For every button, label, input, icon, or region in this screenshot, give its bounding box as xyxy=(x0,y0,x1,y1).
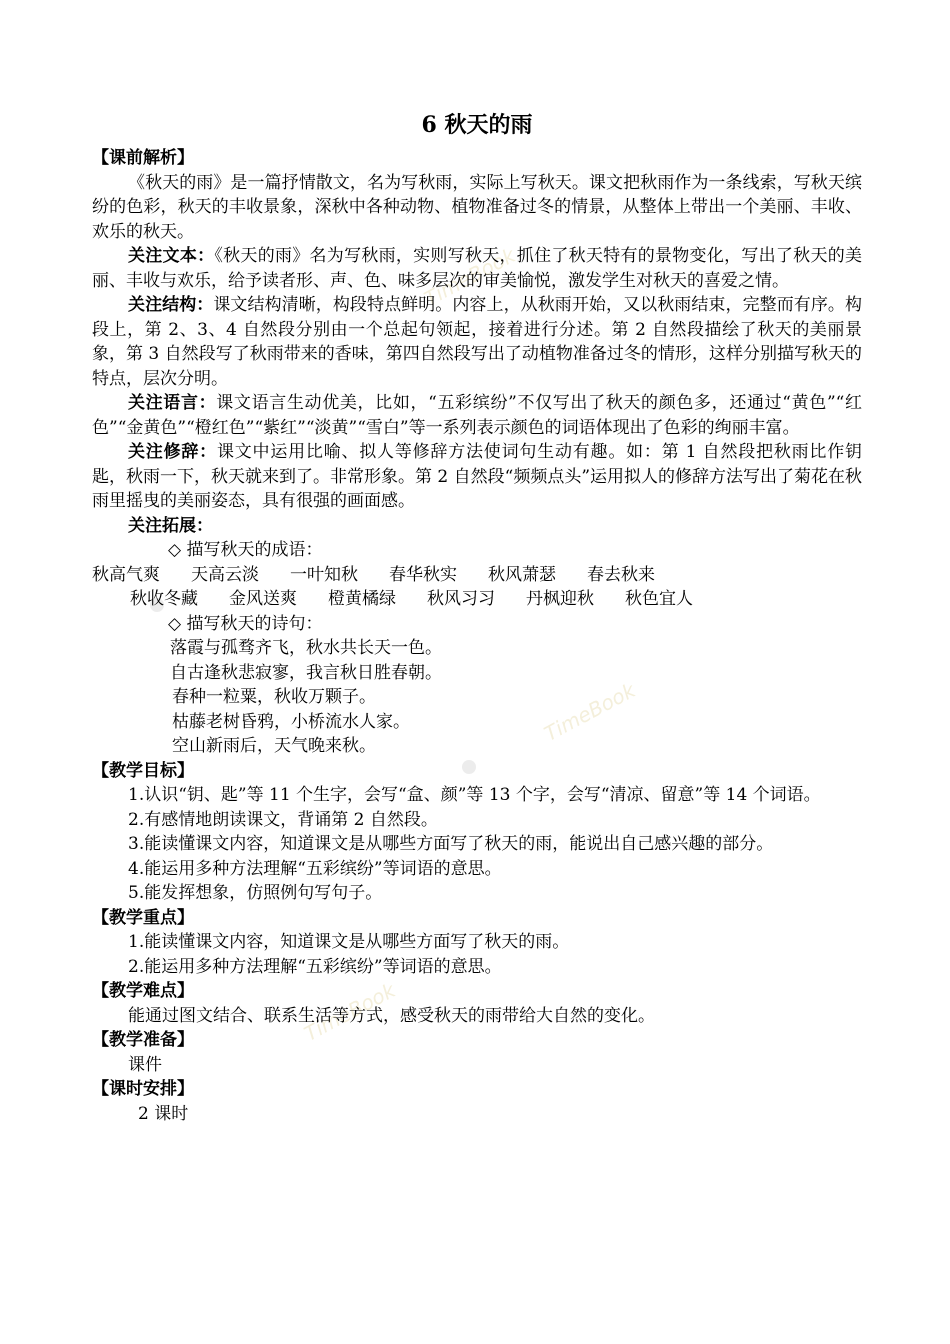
focus-extension-label: 关注拓展： xyxy=(128,515,213,536)
focus-language-paragraph xyxy=(92,391,862,440)
idiom-item: 橙黄橘绿 xyxy=(328,589,396,609)
idiom-item: 天高云淡 xyxy=(191,564,259,585)
poem-line: 枯藤老树昏鸦，小桥流水人家。 xyxy=(172,711,410,732)
idiom-item: 一叶知秋 xyxy=(290,564,358,585)
idioms-row-2 xyxy=(92,587,862,612)
document-page xyxy=(92,108,862,1126)
goal-item: 2.有感情地朗读课文，背诵第 2 自然段。 xyxy=(128,809,438,830)
focus-structure-paragraph xyxy=(92,293,862,391)
difficulties-text: 能通过图文结合、联系生活等方式，感受秋天的雨带给大自然的变化。 xyxy=(128,1005,655,1026)
section-heading-goals: 【教学目标】 xyxy=(92,760,194,781)
idiom-item: 秋风萧瑟 xyxy=(488,564,556,585)
section-heading-schedule: 【课时安排】 xyxy=(92,1079,194,1099)
section-heading-difficulties: 【教学难点】 xyxy=(92,981,194,1001)
poems-title: ◇ 描写秋天的诗句： xyxy=(168,613,323,634)
poem-line: 春种一粒粟，秋收万颗子。 xyxy=(172,687,376,707)
section-heading-preparation: 【教学准备】 xyxy=(92,1030,194,1050)
goal-item: 4.能运用多种方法理解“五彩缤纷”等词语的意思。 xyxy=(128,858,502,879)
focus-rhetoric-body: 课文中运用比喻、拟人等修辞方法使词句生动有趣。如：第 1 自然段把秋雨比作钥匙，秋雨一下，秋天就来到了。非常形象。第 2 自然段“频频点头”运用拟人的修辞方法写出了菊花在秋雨里摇曳的美丽姿态，具有很强的画面感。 xyxy=(92,442,863,511)
focus-rhetoric-paragraph xyxy=(92,440,862,514)
focus-rhetoric-label: 关注修辞： xyxy=(128,442,217,462)
idiom-item: 秋风习习 xyxy=(427,589,495,609)
preparation-text: 课件 xyxy=(128,1054,162,1075)
focus-structure-label: 关注结构： xyxy=(128,295,214,315)
focus-extension-paragraph xyxy=(92,514,862,539)
section-heading-pre-analysis: 【课前解析】 xyxy=(92,148,194,168)
goal-item: 1.认识“钥、匙”等 11 个生字，会写“盒、颜”等 13 个字，会写“清凉、留意”等 14 个词语。 xyxy=(128,785,821,805)
idiom-item: 秋高气爽 xyxy=(92,564,160,585)
focus-language-label: 关注语言： xyxy=(128,393,217,413)
section-heading-key-points: 【教学重点】 xyxy=(92,907,194,928)
idiom-item: 春去秋来 xyxy=(587,564,655,585)
watermark-text: TimeBook xyxy=(540,678,640,746)
idiom-item: 春华秋实 xyxy=(389,564,457,585)
idiom-item: 丹枫迎秋 xyxy=(526,589,594,609)
focus-text-label: 关注文本： xyxy=(128,246,215,266)
watermark-text: TimeBook xyxy=(420,243,520,311)
focus-language-body: 课文语言生动优美，比如，“五彩缤纷”不仅写出了秋天的颜色多，还通过“黄色”“红色”“金黄色”“橙红色”“紫红”“淡黄”“雪白”等一系列表示颜色的词语体现出了色彩的绚丽丰富。 xyxy=(92,393,863,438)
schedule-text: 2 课时 xyxy=(138,1103,189,1124)
poem-line: 空山新雨后，天气晚来秋。 xyxy=(172,736,376,756)
idiom-item: 金风送爽 xyxy=(229,589,297,609)
idioms-title: ◇ 描写秋天的成语： xyxy=(168,540,323,560)
page-title: 6 秋天的雨 xyxy=(421,112,533,138)
idiom-item: 秋色宜人 xyxy=(625,589,693,609)
watermark-text: TimeBook xyxy=(300,978,400,1046)
poem-line: 落霞与孤骛齐飞，秋水共长天一色。 xyxy=(170,638,442,658)
poem-line: 自古逢秋悲寂寥，我言秋日胜春朝。 xyxy=(170,662,442,683)
intro-paragraph: 《秋天的雨》是一篇抒情散文，名为写秋雨，实际上写秋天。课文把秋雨作为一条线索，写秋天缤纷的色彩，秋天的丰收景象，深秋中各种动物、植物准备过冬的情景，从整体上带出一个美丽、丰收、欢乐的秋天。 xyxy=(92,172,862,242)
goal-item: 3.能读懂课文内容，知道课文是从哪些方面写了秋天的雨，能说出自己感兴趣的部分。 xyxy=(128,834,774,854)
goal-item: 5.能发挥想象，仿照例句写句子。 xyxy=(128,883,383,903)
idiom-item: 秋收冬藏 xyxy=(130,589,198,609)
key-point-item: 1.能读懂课文内容，知道课文是从哪些方面写了秋天的雨。 xyxy=(128,932,570,952)
focus-text-paragraph xyxy=(92,244,862,293)
focus-text-body: 《秋天的雨》名为写秋雨，实则写秋天，抓住了秋天特有的景物变化，写出了秋天的美丽、丰收与欢乐，给予读者形、声、色、味多层次的审美愉悦，激发学生对秋天的喜爱之情。 xyxy=(92,246,863,291)
idioms-row-1 xyxy=(92,563,862,588)
focus-structure-body: 课文结构清晰，构段特点鲜明。内容上，从秋雨开始，又以秋雨结束，完整而有序。构段上，第 2、3、4 自然段分别由一个总起句领起，接着进行分述。第 2 自然段描绘了秋天的美丽景象，第 3 自然段写了秋雨带来的香味，第四自然段写出了动植物准备过冬的情形，这样分别描写秋天的特点，层次分明。 xyxy=(92,295,863,389)
key-point-item: 2.能运用多种方法理解“五彩缤纷”等词语的意思。 xyxy=(128,956,502,977)
